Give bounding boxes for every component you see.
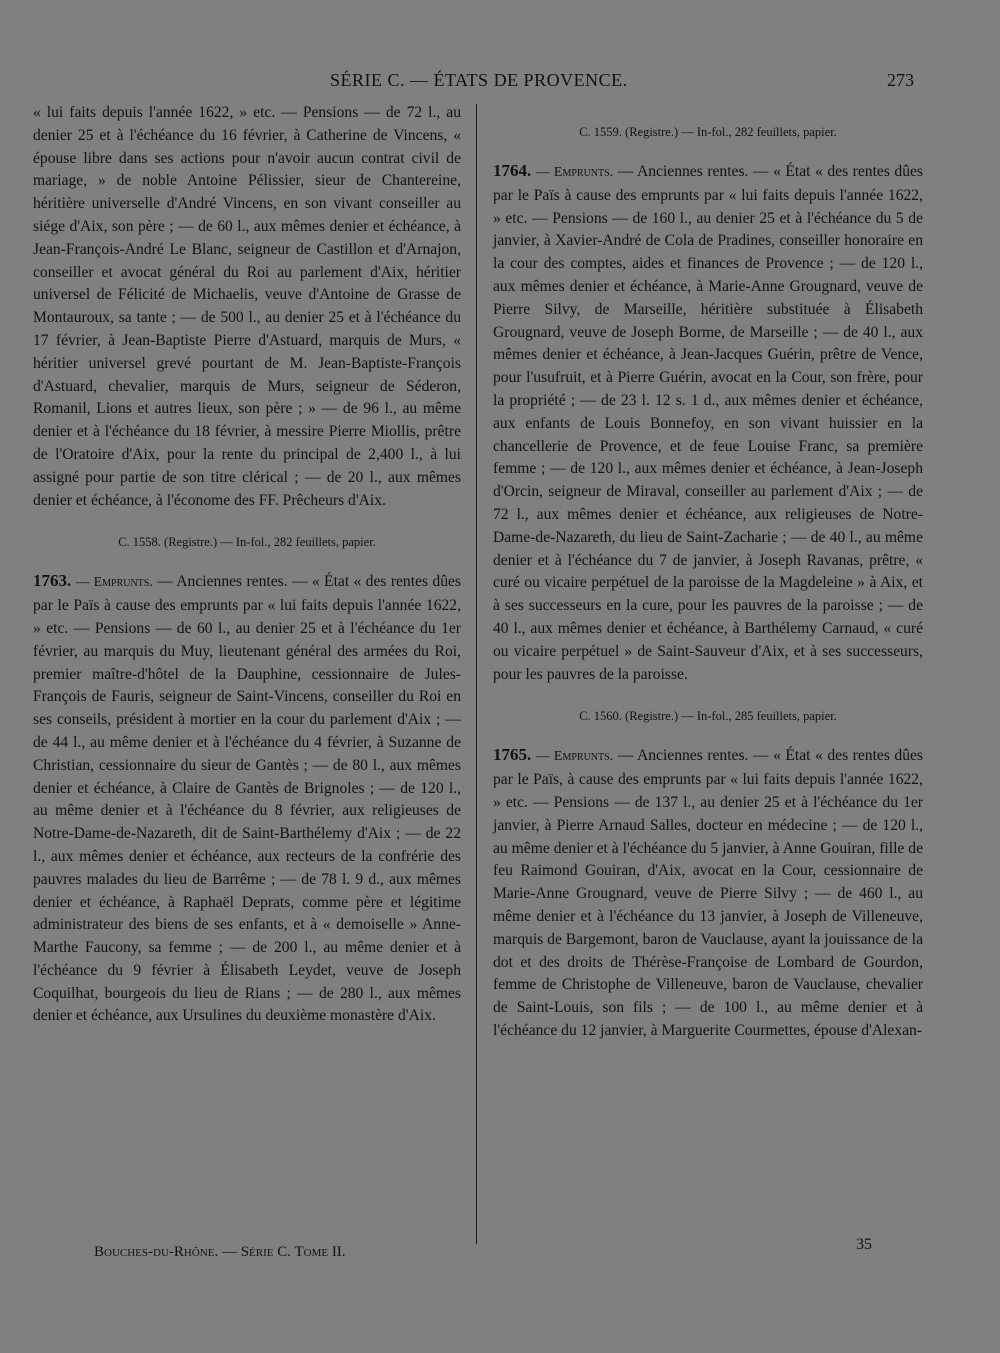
right-column [493,124,923,1043]
continued-paragraph: « lui faits depuis l'année 1622, » etc. — Pensions — de 72 l., au denier 25 et à l'échéance du 16 février, à Catherine de Vincens, « épouse libre dans ses actions pour n'avoir aucun contrat civil de mariage, » de noble Antoine Pélissier, sieur de Chantereine, héritière universelle d'André Vincens, en son vivant conseiller au siége d'Aix, son père ; — de 60 l., aux mêmes denier et échéance, à Jean-François-André Le Blanc, seigneur de Castillon et d'Arnajon, conseiller et avocat général du Roi au parlement d'Aix, héritier universel de Félicité de Michaelis, veuve d'Antoine de Grasse de Montauroux, sa tante ; — de 500 l., au denier 25 et à l'échéance du 17 février, à Jean-Baptiste Pierre d'Astuard, marquis de Murs, « héritier universel grevé pourtant de M. Jean-Baptiste-François d'Astuard, chevalier, marquis de Murs, seigneur de Séderon, Romanil, Lions et autres lieux, son père ; » — de 96 l., au même denier et à l'échéance du 18 février, à messire Pierre Miollis, prêtre de l'Oratoire d'Aix, pour la rente du principal de 2,400 l., à lui assigné pour partie de son titre clérical ; — de 20 l., aux mêmes denier et échéance, à l'économe des FF. Prêcheurs d'Aix. [33,104,461,509]
entry-1764 [493,160,923,686]
entry-text: — Anciennes rentes. — « État « des rentes dûes par le Païs à cause des emprunts par « lui faits depuis l'année 1622, » etc. — Pensions — de 160 l., au denier 25 et à l'échéance du 5 de janvier, à Xavier-André de Cola de Pradines, conseiller honoraire en la cour des comptes, aides et finances de Provence ; — de 120 l., aux mêmes denier et échéance, à Marie-Anne Grougnard, veuve de Pierre Silvy, de Marseille, héritière substituée à Élisabeth Grougnard, veuve de Joseph Borme, de Marseille ; — de 40 l., aux mêmes denier et échéance, à Jean-Jacques Guérin, prêtre de Vence, pour l'usufruit, et à Pierre Guérin, avocat en la Cour, son frère, pour la propriété ; — de 23 l. 12 s. 1 d., aux mêmes denier et échéance, aux enfants de Louis Bonnefoy, en son vivant huissier en la chancellerie de Provence, et de feue Louise Franc, sa première femme ; — de 120 l., aux mêmes denier et échéance, à Jean-Joseph d'Orcin, seigneur de Miraval, conseiller au parlement d'Aix ; — de 72 l., aux mêmes denier et échéance, aux religieuses de Notre-Dame-de-Nazareth, du lieu de Saint-Zacharie ; — de 40 l., au même denier et à l'échéance du 7 de janvier, à Joseph Ravanas, prêtre, « curé ou vicaire perpétuel de la paroisse de la Magdeleine » à Aix, et à ses successeurs en la cure, pour les pauvres de la paroisse ; — de 40 l., aux mêmes denier et échéance, à Barthélemy Carnaud, « curé ou vicaire perpétuel » de Saint-Sauveur d'Aix, et à ses successeurs, pour les pauvres de la paroisse. [493,163,923,683]
signature-mark: 35 [856,1236,872,1253]
entry-1765 [493,744,923,1042]
footer-series: Bouches-du-Rhône. — Série C. Tome II. [94,1244,346,1260]
entry-text: — Anciennes rentes. — « État « des rentes dûes par le Païs à cause des emprunts par « lui faits depuis l'année 1622, » etc. — Pensions — de 60 l., au denier 25 et à l'échéance du 1er février, au marquis du Muy, lieutenant général des armées du Roi, premier maître-d'hôtel de la Dauphine, cessionnaire de Jules-François de Fauris, seigneur de Saint-Vincens, conseiller du Roi en ses conseils, président à mortier en la cour du parlement d'Aix ; — de 44 l., au même denier et à l'échéance du 4 février, à Suzanne de Christian, cessionnaire du sieur de Gantès ; — de 80 l., aux mêmes denier et échéance, à Claire de Gantès de Brignoles ; — de 120 l., au même denier et à l'échéance du 8 février, aux religieuses de Notre-Dame-de-Nazareth, dit de Saint-Barthélemy d'Aix ; — de 22 l., aux mêmes denier et échéance, aux recteurs de la confrérie des pauvres malades du lieu de Barrême ; — de 78 l. 9 d., aux mêmes denier et échéance, à Raphaël Deprats, comme père et légitime administrateur des biens de ses enfants, et à « demoiselle » Anne-Marthe Faucony, sa femme ; — de 200 l., au même denier et à l'échéance du 9 février à Élisabeth Leydet, veuve de Joseph Coquilhat, bourgeois du lieu de Rians ; — de 280 l., aux mêmes denier et échéance, aux Ursulines du deuxième monastère d'Aix. [33,573,461,1025]
page-footer [0,1236,1000,1268]
entry-year: 1764. [493,161,532,180]
column-divider [476,104,477,1244]
entry-text: — Anciennes rentes. — « État « des rentes dûes par le Païs, à cause des emprunts par « lui faits depuis l'année 1622, » etc. — Pensions — de 137 l., au denier 25 et à l'échéance du 1er janvier, à Pierre Arnaud Salles, docteur en médecine ; — de 120 l., au même denier et à l'échéance du 5 janvier, à Anne Gouiran, fille de feu Raimond Gouiran, d'Aix, avocat en la Cour, cessionnaire de Marie-Anne Grougnard, veuve de Pierre Silvy ; — de 460 l., au même denier et à l'échéance du 13 janvier, à Joseph de Villeneuve, marquis de Bargemont, baron de Vauclause, ayant la jouissance de la dot et des droits de Thérèse-Françoise de Lombard de Gourdon, femme de Christophe de Villeneuve, baron de Vauclause, chevalier de Saint-Louis, son fils ; — de 100 l., au même denier et à l'échéance du 12 janvier, à Marguerite Courmettes, épouse d'Alexan- [493,747,923,1039]
running-title: SÉRIE C. — ÉTATS DE PROVENCE. [330,70,628,90]
entry-heading: — Emprunts. [535,749,614,765]
left-column [33,102,461,1028]
entry-heading: — Emprunts. [75,575,153,591]
register-reference: C. 1559. (Registre.) — In-fol., 282 feuillets, papier. [579,125,837,139]
register-reference: C. 1560. (Registre.) — In-fol., 285 feuillets, papier. [579,709,837,724]
register-reference: C. 1558. (Registre.) — In-fol., 282 feuillets, papier. [118,535,376,550]
page-number: 273 [887,70,914,90]
entry-1763 [33,570,461,1028]
entry-heading: — Emprunts. [535,165,614,180]
entry-year: 1763. [33,571,72,591]
entry-year: 1765. [493,745,532,765]
page-header [0,70,1000,96]
